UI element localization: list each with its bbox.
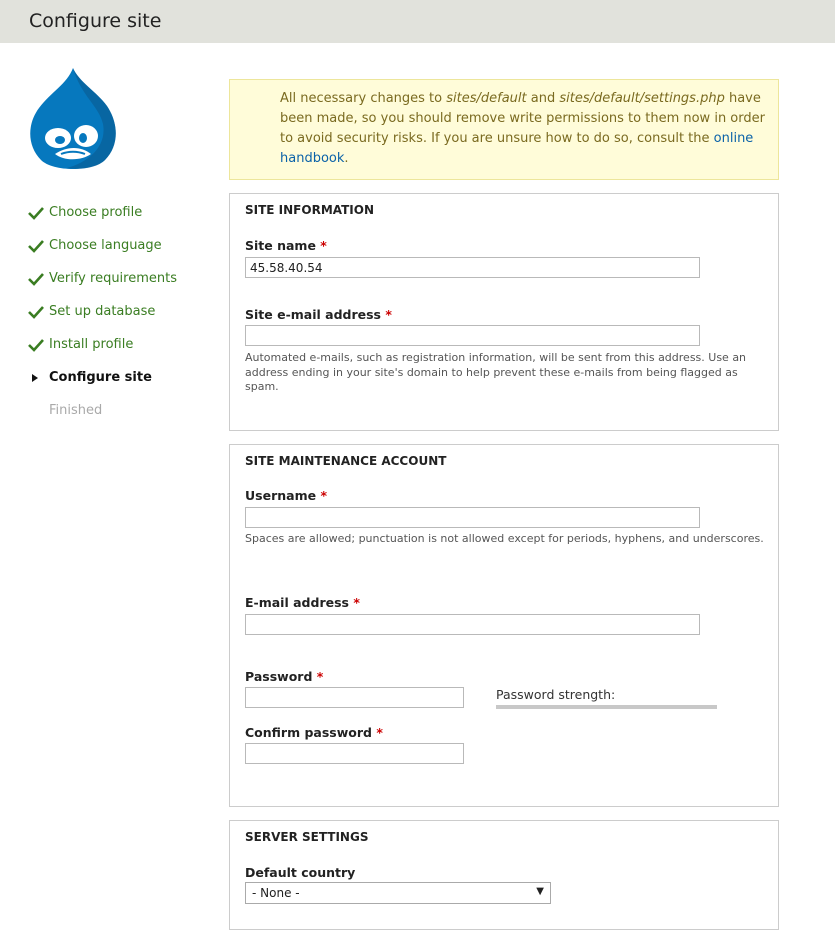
site-information-fieldset — [229, 193, 779, 431]
password-label: Password * — [245, 669, 324, 684]
select-value: - None - — [252, 886, 300, 900]
account-email-label: E-mail address * — [245, 595, 360, 610]
step-label: Choose language — [49, 238, 162, 253]
site-email-label: Site e-mail address * — [245, 307, 392, 322]
page-header — [0, 0, 835, 43]
triangle-right-icon — [28, 371, 44, 385]
required-marker: * — [385, 307, 392, 322]
default-country-label: Default country — [245, 865, 356, 880]
confirm-password-input[interactable] — [245, 743, 464, 764]
step-label: Choose profile — [49, 205, 143, 220]
step-set-up-database — [28, 303, 177, 336]
required-marker: * — [353, 595, 360, 610]
message-text: and — [526, 91, 560, 106]
step-choose-language — [28, 237, 177, 270]
username-input[interactable] — [245, 507, 700, 528]
site-email-description: Automated e-mails, such as registration information, will be sent from this address. Use an address ending in your site's domain to help prevent these e-mails from being flagged as spam. — [245, 351, 747, 393]
step-label: Configure site — [49, 370, 152, 385]
site-name-input[interactable] — [245, 257, 700, 278]
required-marker: * — [320, 488, 327, 503]
required-marker: * — [320, 238, 327, 253]
site-name-label: Site name * — [245, 238, 327, 253]
online-handbook-link[interactable]: online handbook — [280, 131, 754, 166]
step-finished — [28, 402, 177, 435]
drupal-drop-logo — [27, 66, 119, 172]
password-strength-label: Password strength: — [496, 687, 616, 702]
step-choose-profile — [28, 204, 177, 237]
step-verify-requirements — [28, 270, 177, 303]
page-title: Configure site — [29, 10, 162, 32]
fieldset-legend: SITE MAINTENANCE ACCOUNT — [245, 454, 447, 468]
account-email-input[interactable] — [245, 614, 700, 635]
site-email-input[interactable] — [245, 325, 700, 346]
step-label: Set up database — [49, 304, 156, 319]
confirm-password-label: Confirm password * — [245, 725, 383, 740]
required-marker: * — [376, 725, 383, 740]
username-label: Username * — [245, 488, 327, 503]
password-strength-bar — [496, 705, 717, 709]
step-label: Finished — [49, 403, 103, 418]
check-icon — [28, 305, 44, 319]
dropdown-arrow-icon: ▼ — [536, 886, 544, 897]
check-icon — [28, 338, 44, 352]
username-description: Spaces are allowed; punctuation is not allowed except for periods, hyphens, and underscores. — [245, 532, 764, 545]
password-input[interactable] — [245, 687, 464, 708]
step-install-profile — [28, 336, 177, 369]
maintenance-account-fieldset — [229, 444, 779, 807]
check-icon — [28, 239, 44, 253]
required-marker: * — [316, 669, 324, 684]
fieldset-legend: SERVER SETTINGS — [245, 830, 369, 844]
message-text: have been made, so you should remove write permissions to them now in order to avoid security risks. If you are unsure how to do so, consult the — [280, 91, 765, 146]
install-steps — [28, 204, 177, 435]
default-country-select[interactable] — [245, 882, 551, 904]
check-icon — [28, 272, 44, 286]
step-configure-site — [28, 369, 177, 402]
step-label: Install profile — [49, 337, 134, 352]
status-message — [229, 79, 779, 180]
message-path-default: sites/default — [446, 91, 527, 106]
check-icon — [28, 206, 44, 220]
message-path-settings: sites/default/settings.php — [559, 91, 725, 106]
message-text: . — [344, 151, 349, 166]
message-text: All necessary changes to — [280, 91, 447, 106]
step-label: Verify requirements — [49, 271, 178, 286]
fieldset-legend: SITE INFORMATION — [245, 203, 375, 217]
